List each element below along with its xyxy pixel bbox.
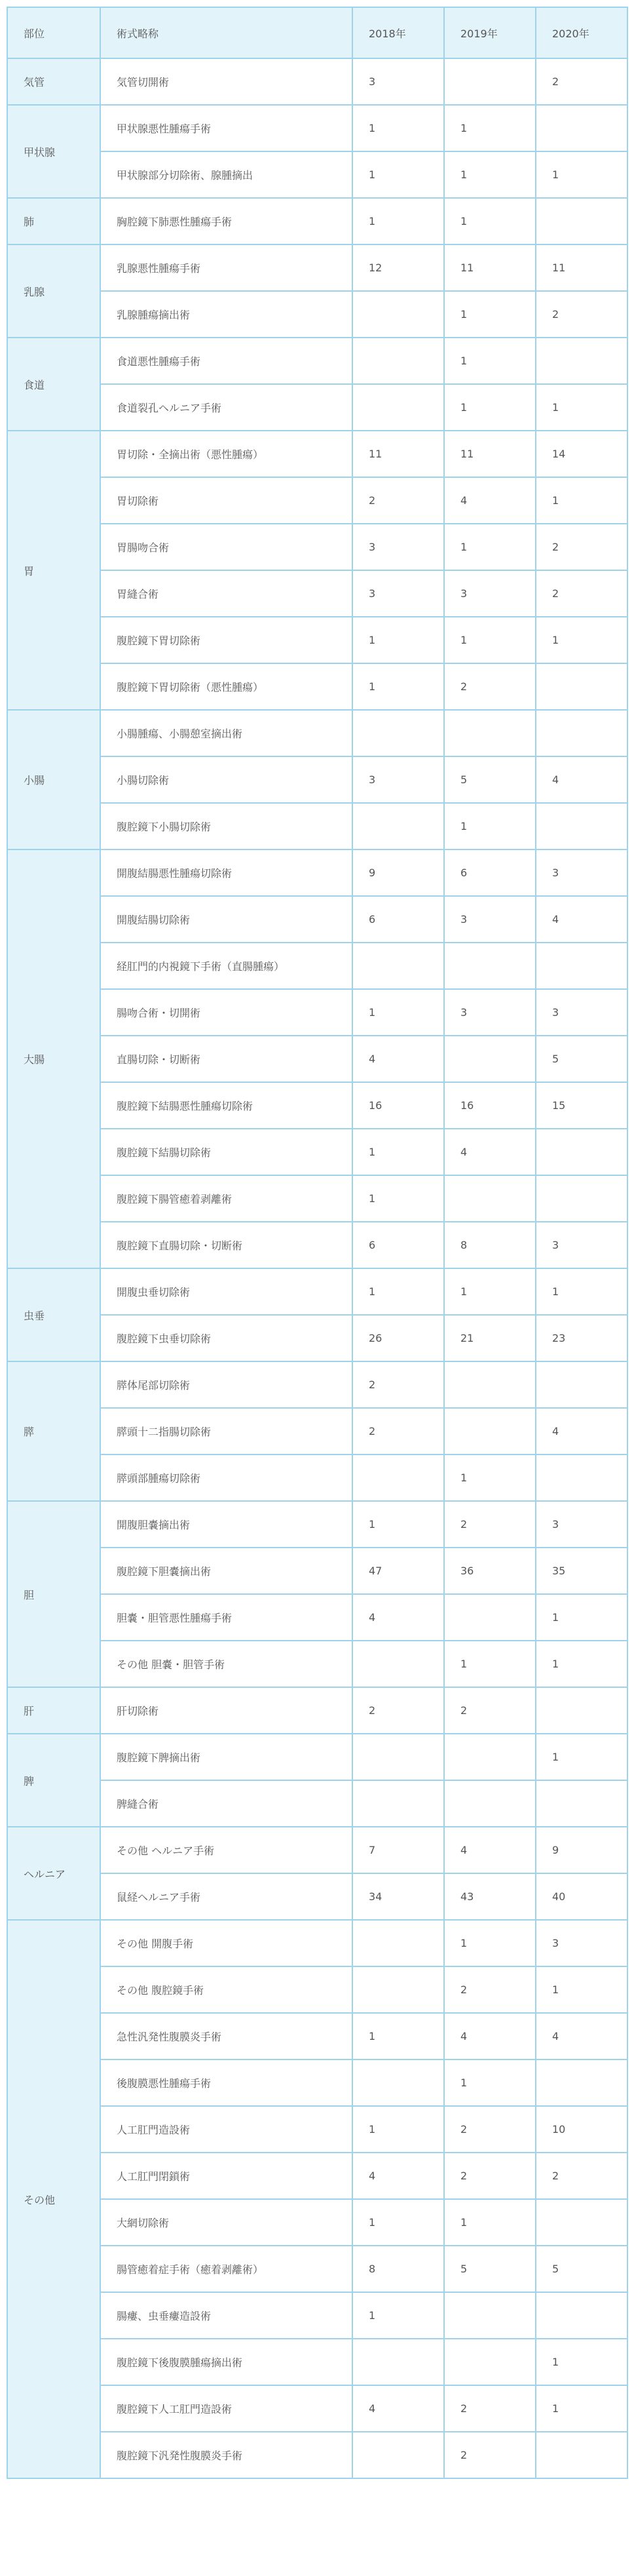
count-2018-cell <box>352 1734 444 1780</box>
count-2018-cell: 1 <box>352 989 444 1036</box>
table-row <box>7 1966 627 2013</box>
count-2018-cell: 4 <box>352 1036 444 1082</box>
table-row <box>7 1873 627 1920</box>
procedure-name-cell: 腹腔鏡下後腹膜腫瘍摘出術 <box>100 2339 352 2385</box>
body-part-cell: 膵 <box>7 1361 100 1501</box>
count-2019-cell: 36 <box>444 1548 536 1594</box>
count-2020-cell: 35 <box>536 1548 627 1594</box>
procedure-name-cell: 直腸切除・切断術 <box>100 1036 352 1082</box>
table-row <box>7 2013 627 2059</box>
count-2019-cell <box>444 58 536 105</box>
count-2020-cell: 3 <box>536 1920 627 1966</box>
count-2020-cell: 11 <box>536 244 627 291</box>
count-2019-cell: 1 <box>444 198 536 244</box>
count-2020-cell: 15 <box>536 1082 627 1129</box>
procedure-name-cell: 腹腔鏡下人工肛門造設術 <box>100 2385 352 2432</box>
count-2019-cell: 2 <box>444 1966 536 2013</box>
table-row <box>7 58 627 105</box>
table-row <box>7 989 627 1036</box>
table-row <box>7 1594 627 1641</box>
count-2019-cell: 21 <box>444 1315 536 1361</box>
count-2018-cell <box>352 338 444 384</box>
count-2019-cell <box>444 1408 536 1454</box>
count-2018-cell: 9 <box>352 849 444 896</box>
procedure-name-cell: 腸瘻、虫垂瘻造設術 <box>100 2292 352 2339</box>
table-row <box>7 1548 627 1594</box>
procedure-name-cell: 胆嚢・胆管悪性腫瘍手術 <box>100 1594 352 1641</box>
count-2019-cell: 1 <box>444 1268 536 1315</box>
count-2019-cell: 4 <box>444 1129 536 1175</box>
count-2020-cell: 2 <box>536 524 627 570</box>
count-2019-cell: 1 <box>444 151 536 198</box>
procedure-name-cell: 腹腔鏡下結腸切除術 <box>100 1129 352 1175</box>
header-2019: 2019年 <box>444 7 536 58</box>
count-2019-cell: 3 <box>444 570 536 617</box>
header-2018: 2018年 <box>352 7 444 58</box>
count-2019-cell: 2 <box>444 1501 536 1548</box>
procedure-name-cell: 腹腔鏡下胃切除術 <box>100 617 352 663</box>
count-2018-cell: 3 <box>352 756 444 803</box>
count-2018-cell <box>352 710 444 756</box>
count-2020-cell: 1 <box>536 1966 627 2013</box>
count-2018-cell: 6 <box>352 1222 444 1268</box>
count-2020-cell: 1 <box>536 2339 627 2385</box>
body-part-cell: 甲状腺 <box>7 105 100 198</box>
count-2019-cell <box>444 2292 536 2339</box>
count-2018-cell: 2 <box>352 1361 444 1408</box>
procedure-name-cell: 甲状腺部分切除術、腺腫摘出 <box>100 151 352 198</box>
procedure-name-cell: 腹腔鏡下脾摘出術 <box>100 1734 352 1780</box>
body-part-cell: 乳腺 <box>7 244 100 338</box>
count-2020-cell: 5 <box>536 2246 627 2292</box>
body-part-cell: 胆 <box>7 1501 100 1687</box>
count-2019-cell: 2 <box>444 663 536 710</box>
count-2019-cell: 5 <box>444 756 536 803</box>
count-2020-cell: 4 <box>536 756 627 803</box>
count-2018-cell: 6 <box>352 896 444 943</box>
count-2018-cell: 2 <box>352 1408 444 1454</box>
count-2020-cell: 10 <box>536 2106 627 2153</box>
count-2018-cell <box>352 1920 444 1966</box>
table-row <box>7 384 627 431</box>
count-2019-cell: 2 <box>444 2432 536 2478</box>
procedure-name-cell: その他 胆嚢・胆管手術 <box>100 1641 352 1687</box>
count-2018-cell <box>352 1641 444 1687</box>
count-2020-cell: 9 <box>536 1827 627 1873</box>
count-2019-cell: 1 <box>444 524 536 570</box>
count-2020-cell: 14 <box>536 431 627 477</box>
count-2019-cell: 1 <box>444 803 536 849</box>
count-2020-cell: 2 <box>536 570 627 617</box>
table-row <box>7 1036 627 1082</box>
body-part-cell: 小腸 <box>7 710 100 849</box>
count-2019-cell <box>444 1036 536 1082</box>
table-row <box>7 2385 627 2432</box>
count-2020-cell <box>536 803 627 849</box>
table-body <box>7 58 627 2478</box>
procedure-name-cell: 脾縫合術 <box>100 1780 352 1827</box>
count-2019-cell: 2 <box>444 1687 536 1734</box>
table-row <box>7 1734 627 1780</box>
procedure-name-cell: 人工肛門造設術 <box>100 2106 352 2153</box>
table-row <box>7 2339 627 2385</box>
table-row <box>7 1780 627 1827</box>
count-2019-cell: 1 <box>444 1920 536 1966</box>
count-2018-cell: 1 <box>352 1175 444 1222</box>
count-2018-cell: 8 <box>352 2246 444 2292</box>
count-2020-cell: 2 <box>536 58 627 105</box>
procedure-name-cell: 腹腔鏡下腸管癒着剥離術 <box>100 1175 352 1222</box>
count-2018-cell: 1 <box>352 2199 444 2246</box>
table-row <box>7 1408 627 1454</box>
table-row <box>7 803 627 849</box>
body-part-cell: 大腸 <box>7 849 100 1268</box>
count-2020-cell: 1 <box>536 1641 627 1687</box>
count-2020-cell: 2 <box>536 2153 627 2199</box>
procedure-name-cell: 食道裂孔ヘルニア手術 <box>100 384 352 431</box>
count-2018-cell: 4 <box>352 1594 444 1641</box>
table-row <box>7 1175 627 1222</box>
count-2020-cell <box>536 663 627 710</box>
table-row <box>7 617 627 663</box>
count-2020-cell <box>536 198 627 244</box>
count-2019-cell <box>444 1780 536 1827</box>
count-2018-cell <box>352 2432 444 2478</box>
count-2020-cell: 4 <box>536 2013 627 2059</box>
procedure-name-cell: 胃切除術 <box>100 477 352 524</box>
table-row <box>7 1501 627 1548</box>
count-2019-cell <box>444 1594 536 1641</box>
table-row <box>7 2246 627 2292</box>
procedure-name-cell: 乳腺腫瘍摘出術 <box>100 291 352 338</box>
count-2018-cell: 34 <box>352 1873 444 1920</box>
table-row <box>7 570 627 617</box>
count-2018-cell: 3 <box>352 58 444 105</box>
procedure-name-cell: 人工肛門閉鎖術 <box>100 2153 352 2199</box>
table-row <box>7 2292 627 2339</box>
count-2019-cell: 6 <box>444 849 536 896</box>
procedure-name-cell: 腹腔鏡下直腸切除・切断術 <box>100 1222 352 1268</box>
body-part-cell: 脾 <box>7 1734 100 1827</box>
count-2018-cell: 47 <box>352 1548 444 1594</box>
count-2020-cell <box>536 338 627 384</box>
body-part-cell: 肝 <box>7 1687 100 1734</box>
table-row <box>7 849 627 896</box>
count-2018-cell <box>352 384 444 431</box>
body-part-cell: ヘルニア <box>7 1827 100 1920</box>
count-2020-cell <box>536 2432 627 2478</box>
procedure-name-cell: 気管切開術 <box>100 58 352 105</box>
count-2019-cell <box>444 943 536 989</box>
count-2020-cell <box>536 1780 627 1827</box>
table-row <box>7 943 627 989</box>
count-2018-cell: 1 <box>352 1268 444 1315</box>
procedure-name-cell: 鼠経ヘルニア手術 <box>100 1873 352 1920</box>
header-2020: 2020年 <box>536 7 627 58</box>
count-2019-cell: 43 <box>444 1873 536 1920</box>
table-row <box>7 1454 627 1501</box>
surgery-statistics-table <box>7 7 628 2479</box>
count-2020-cell <box>536 710 627 756</box>
count-2019-cell <box>444 710 536 756</box>
body-part-cell: 気管 <box>7 58 100 105</box>
procedure-name-cell: 小腸切除術 <box>100 756 352 803</box>
count-2020-cell: 40 <box>536 1873 627 1920</box>
table-row <box>7 1315 627 1361</box>
table-row <box>7 198 627 244</box>
procedure-name-cell: 胃腸吻合術 <box>100 524 352 570</box>
count-2018-cell <box>352 2059 444 2106</box>
procedure-name-cell: 胸腔鏡下肺悪性腫瘍手術 <box>100 198 352 244</box>
count-2020-cell <box>536 2059 627 2106</box>
count-2018-cell: 4 <box>352 2385 444 2432</box>
count-2019-cell: 5 <box>444 2246 536 2292</box>
count-2018-cell: 1 <box>352 2013 444 2059</box>
count-2020-cell: 1 <box>536 617 627 663</box>
body-part-cell: 食道 <box>7 338 100 431</box>
table-row <box>7 1268 627 1315</box>
count-2020-cell: 3 <box>536 1501 627 1548</box>
count-2019-cell: 3 <box>444 989 536 1036</box>
count-2019-cell: 1 <box>444 2199 536 2246</box>
body-part-cell: 胃 <box>7 431 100 710</box>
count-2019-cell: 1 <box>444 1454 536 1501</box>
count-2020-cell: 4 <box>536 1408 627 1454</box>
count-2020-cell: 5 <box>536 1036 627 1082</box>
table-row <box>7 1129 627 1175</box>
count-2019-cell: 1 <box>444 338 536 384</box>
count-2020-cell: 3 <box>536 989 627 1036</box>
count-2019-cell: 4 <box>444 477 536 524</box>
procedure-name-cell: その他 ヘルニア手術 <box>100 1827 352 1873</box>
procedure-name-cell: その他 腹腔鏡手術 <box>100 1966 352 2013</box>
count-2018-cell <box>352 1780 444 1827</box>
procedure-name-cell: 膵体尾部切除術 <box>100 1361 352 1408</box>
table-row <box>7 105 627 151</box>
count-2020-cell: 1 <box>536 1594 627 1641</box>
header-part: 部位 <box>7 7 100 58</box>
count-2018-cell: 1 <box>352 663 444 710</box>
count-2018-cell: 3 <box>352 524 444 570</box>
procedure-name-cell: 開腹虫垂切除術 <box>100 1268 352 1315</box>
table-row <box>7 756 627 803</box>
count-2020-cell <box>536 1687 627 1734</box>
table-row <box>7 1641 627 1687</box>
table-row <box>7 151 627 198</box>
count-2019-cell: 11 <box>444 244 536 291</box>
count-2018-cell: 3 <box>352 570 444 617</box>
count-2019-cell: 1 <box>444 1641 536 1687</box>
count-2018-cell: 4 <box>352 2153 444 2199</box>
count-2020-cell: 1 <box>536 2385 627 2432</box>
count-2018-cell: 1 <box>352 617 444 663</box>
table-row <box>7 1687 627 1734</box>
procedure-name-cell: 食道悪性腫瘍手術 <box>100 338 352 384</box>
table-row <box>7 1920 627 1966</box>
count-2018-cell: 1 <box>352 1501 444 1548</box>
procedure-name-cell: 大網切除術 <box>100 2199 352 2246</box>
procedure-name-cell: 胃切除・全摘出術（悪性腫瘍） <box>100 431 352 477</box>
table-row <box>7 2153 627 2199</box>
count-2020-cell <box>536 943 627 989</box>
count-2020-cell: 2 <box>536 291 627 338</box>
count-2020-cell: 1 <box>536 151 627 198</box>
count-2020-cell <box>536 1175 627 1222</box>
procedure-name-cell: 腸吻合術・切開術 <box>100 989 352 1036</box>
count-2018-cell: 1 <box>352 1129 444 1175</box>
procedure-name-cell: 腹腔鏡下虫垂切除術 <box>100 1315 352 1361</box>
count-2020-cell: 1 <box>536 1734 627 1780</box>
count-2020-cell: 23 <box>536 1315 627 1361</box>
count-2018-cell: 1 <box>352 151 444 198</box>
count-2020-cell: 1 <box>536 384 627 431</box>
count-2018-cell: 12 <box>352 244 444 291</box>
table-row <box>7 291 627 338</box>
count-2018-cell <box>352 2339 444 2385</box>
procedure-name-cell: 経肛門的内視鏡下手術（直腸腫瘍） <box>100 943 352 989</box>
count-2018-cell <box>352 291 444 338</box>
count-2018-cell: 1 <box>352 105 444 151</box>
count-2020-cell: 4 <box>536 896 627 943</box>
procedure-name-cell: 腹腔鏡下結腸悪性腫瘍切除術 <box>100 1082 352 1129</box>
procedure-name-cell: 開腹結腸悪性腫瘍切除術 <box>100 849 352 896</box>
procedure-name-cell: 後腹膜悪性腫瘍手術 <box>100 2059 352 2106</box>
procedure-name-cell: 腹腔鏡下小腸切除術 <box>100 803 352 849</box>
count-2018-cell: 11 <box>352 431 444 477</box>
count-2019-cell: 1 <box>444 105 536 151</box>
count-2019-cell: 1 <box>444 2059 536 2106</box>
table-row <box>7 896 627 943</box>
table-row <box>7 2059 627 2106</box>
table-row <box>7 2432 627 2478</box>
table-row <box>7 244 627 291</box>
count-2020-cell <box>536 105 627 151</box>
body-part-cell: 肺 <box>7 198 100 244</box>
count-2019-cell: 4 <box>444 1827 536 1873</box>
count-2018-cell: 1 <box>352 2106 444 2153</box>
count-2020-cell: 3 <box>536 849 627 896</box>
table-row <box>7 477 627 524</box>
count-2018-cell <box>352 943 444 989</box>
procedure-name-cell: 腹腔鏡下胃切除術（悪性腫瘍） <box>100 663 352 710</box>
count-2019-cell: 2 <box>444 2153 536 2199</box>
count-2020-cell: 1 <box>536 477 627 524</box>
procedure-name-cell: 胃縫合術 <box>100 570 352 617</box>
count-2019-cell: 2 <box>444 2106 536 2153</box>
table-row <box>7 1361 627 1408</box>
table-row <box>7 2106 627 2153</box>
count-2018-cell: 7 <box>352 1827 444 1873</box>
count-2019-cell: 3 <box>444 896 536 943</box>
count-2020-cell <box>536 1454 627 1501</box>
count-2019-cell <box>444 2339 536 2385</box>
count-2018-cell <box>352 1454 444 1501</box>
count-2020-cell <box>536 1361 627 1408</box>
count-2019-cell: 8 <box>444 1222 536 1268</box>
header-row <box>7 7 627 58</box>
procedure-name-cell: 腹腔鏡下汎発性腹膜炎手術 <box>100 2432 352 2478</box>
procedure-name-cell: 肝切除術 <box>100 1687 352 1734</box>
table-row <box>7 1222 627 1268</box>
count-2020-cell <box>536 2292 627 2339</box>
count-2018-cell: 1 <box>352 198 444 244</box>
count-2018-cell <box>352 803 444 849</box>
procedure-name-cell: 腸管癒着症手術（癒着剥離術） <box>100 2246 352 2292</box>
procedure-name-cell: その他 開腹手術 <box>100 1920 352 1966</box>
procedure-name-cell: 膵頭部腫瘍切除術 <box>100 1454 352 1501</box>
count-2019-cell: 16 <box>444 1082 536 1129</box>
table-row <box>7 2199 627 2246</box>
procedure-name-cell: 腹腔鏡下胆嚢摘出術 <box>100 1548 352 1594</box>
table-row <box>7 1827 627 1873</box>
count-2018-cell: 16 <box>352 1082 444 1129</box>
body-part-cell: 虫垂 <box>7 1268 100 1361</box>
count-2018-cell: 1 <box>352 2292 444 2339</box>
count-2020-cell <box>536 2199 627 2246</box>
count-2020-cell <box>536 1129 627 1175</box>
count-2018-cell: 2 <box>352 477 444 524</box>
table-header <box>7 7 627 58</box>
count-2019-cell: 11 <box>444 431 536 477</box>
count-2019-cell: 1 <box>444 617 536 663</box>
count-2018-cell <box>352 1966 444 2013</box>
count-2019-cell <box>444 1734 536 1780</box>
count-2019-cell: 4 <box>444 2013 536 2059</box>
header-procedure: 術式略称 <box>100 7 352 58</box>
procedure-name-cell: 乳腺悪性腫瘍手術 <box>100 244 352 291</box>
table-row <box>7 1082 627 1129</box>
table-row <box>7 524 627 570</box>
body-part-cell: その他 <box>7 1920 100 2478</box>
count-2019-cell: 2 <box>444 2385 536 2432</box>
procedure-name-cell: 小腸腫瘍、小腸憩室摘出術 <box>100 710 352 756</box>
count-2020-cell: 1 <box>536 1268 627 1315</box>
count-2018-cell: 26 <box>352 1315 444 1361</box>
count-2020-cell: 3 <box>536 1222 627 1268</box>
procedure-name-cell: 甲状腺悪性腫瘍手術 <box>100 105 352 151</box>
table-row <box>7 431 627 477</box>
table-row <box>7 338 627 384</box>
count-2019-cell <box>444 1361 536 1408</box>
table-row <box>7 710 627 756</box>
count-2019-cell: 1 <box>444 384 536 431</box>
procedure-name-cell: 膵頭十二指腸切除術 <box>100 1408 352 1454</box>
procedure-name-cell: 急性汎発性腹膜炎手術 <box>100 2013 352 2059</box>
procedure-name-cell: 開腹胆嚢摘出術 <box>100 1501 352 1548</box>
count-2018-cell: 2 <box>352 1687 444 1734</box>
count-2019-cell: 1 <box>444 291 536 338</box>
count-2019-cell <box>444 1175 536 1222</box>
table-row <box>7 663 627 710</box>
procedure-name-cell: 開腹結腸切除術 <box>100 896 352 943</box>
